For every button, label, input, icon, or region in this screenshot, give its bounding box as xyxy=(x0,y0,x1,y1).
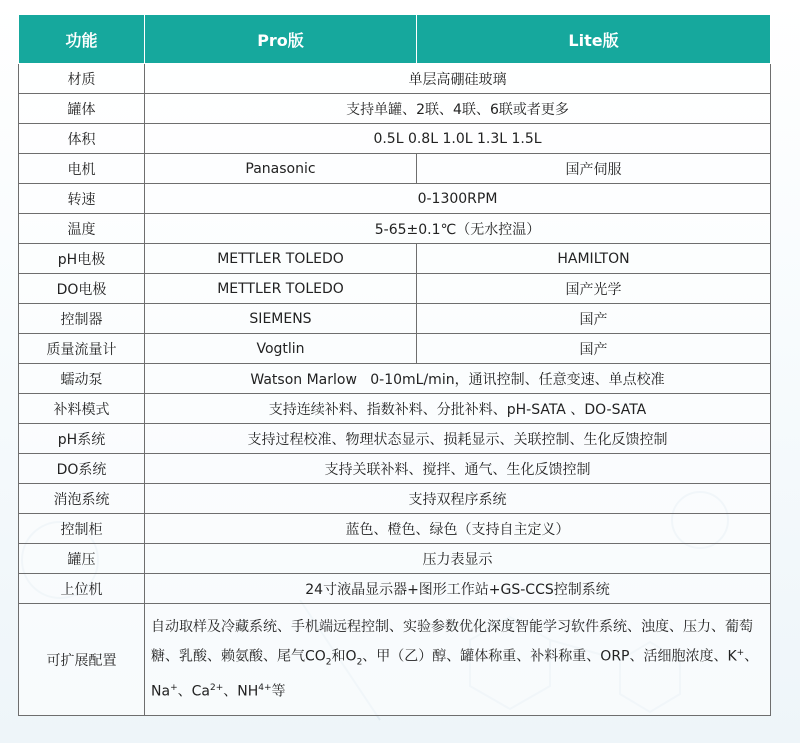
spec-table xyxy=(18,14,771,716)
table-row xyxy=(19,64,771,94)
row-label: pH系统 xyxy=(19,424,145,454)
table-row xyxy=(19,214,771,244)
row-label: pH电极 xyxy=(19,244,145,274)
ext-text: 、Ca xyxy=(177,684,210,701)
row-value: 支持连续补料、指数补料、分批补料、pH-SATA 、DO-SATA xyxy=(145,394,771,424)
row-label: 控制器 xyxy=(19,304,145,334)
row-pro-value: METTLER TOLEDO xyxy=(145,244,417,274)
row-label: DO电极 xyxy=(19,274,145,304)
table-row xyxy=(19,604,771,716)
row-lite-value: 国产光学 xyxy=(417,274,771,304)
row-label: 温度 xyxy=(19,214,145,244)
row-value: 5-65±0.1℃（无水控温） xyxy=(145,214,771,244)
table-row xyxy=(19,484,771,514)
row-value: Watson Marlow 0-10mL/min，通讯控制、任意变速、单点校准 xyxy=(145,364,771,394)
row-label: 可扩展配置 xyxy=(19,604,145,716)
row-label: 材质 xyxy=(19,64,145,94)
row-value: 支持单罐、2联、4联、6联或者更多 xyxy=(145,94,771,124)
ext-sup: + xyxy=(736,647,745,658)
row-value: 压力表显示 xyxy=(145,544,771,574)
header-feature: 功能 xyxy=(19,15,145,64)
table-row xyxy=(19,94,771,124)
header-pro: Pro版 xyxy=(145,15,417,64)
table-row xyxy=(19,274,771,304)
row-label: 体积 xyxy=(19,124,145,154)
table-row xyxy=(19,334,771,364)
row-label: 消泡系统 xyxy=(19,484,145,514)
table-row xyxy=(19,394,771,424)
header-lite: Lite版 xyxy=(417,15,771,64)
row-value: 支持关联补料、搅拌、通气、生化反馈控制 xyxy=(145,454,771,484)
table-header-row xyxy=(19,15,771,64)
row-label: 转速 xyxy=(19,184,145,214)
row-label: 控制柜 xyxy=(19,514,145,544)
table-row xyxy=(19,424,771,454)
row-pro-value: SIEMENS xyxy=(145,304,417,334)
table-row xyxy=(19,514,771,544)
table-row xyxy=(19,304,771,334)
table-row xyxy=(19,244,771,274)
row-pro-value: METTLER TOLEDO xyxy=(145,274,417,304)
row-lite-value: 国产 xyxy=(417,334,771,364)
row-pro-value: Panasonic xyxy=(145,154,417,184)
row-label: 上位机 xyxy=(19,574,145,604)
ext-text: 和O xyxy=(331,648,357,665)
ext-text: 、甲（乙）醇、罐体称重、补料称重、ORP、活细胞浓度、K xyxy=(362,648,737,665)
table-row xyxy=(19,544,771,574)
row-label: 补料模式 xyxy=(19,394,145,424)
table-row xyxy=(19,154,771,184)
ext-sub: 2 xyxy=(325,657,332,668)
row-value: 蓝色、橙色、绿色（支持自主定义） xyxy=(145,514,771,544)
ext-sub: 2 xyxy=(356,657,363,668)
table-row xyxy=(19,574,771,604)
row-value: 支持双程序系统 xyxy=(145,484,771,514)
ext-text: 、NH xyxy=(223,684,259,701)
row-value: 支持过程校准、物理状态显示、损耗显示、关联控制、生化反馈控制 xyxy=(145,424,771,454)
row-value: 0-1300RPM xyxy=(145,184,771,214)
table-row xyxy=(19,364,771,394)
ext-text: 、Na xyxy=(151,648,759,701)
row-label: DO系统 xyxy=(19,454,145,484)
row-value: 0.5L 0.8L 1.0L 1.3L 1.5L xyxy=(145,124,771,154)
table-row xyxy=(19,454,771,484)
ext-sup: 4+ xyxy=(258,683,272,694)
table-row xyxy=(19,184,771,214)
row-label: 蠕动泵 xyxy=(19,364,145,394)
row-value: 单层高硼硅玻璃 xyxy=(145,64,771,94)
row-pro-value: Vogtlin xyxy=(145,334,417,364)
ext-text: 等 xyxy=(271,684,286,701)
row-label: 质量流量计 xyxy=(19,334,145,364)
row-value: 24寸液晶显示器+图形工作站+GS-CCS控制系统 xyxy=(145,574,771,604)
table-row xyxy=(19,124,771,154)
row-label: 罐压 xyxy=(19,544,145,574)
row-label: 电机 xyxy=(19,154,145,184)
row-lite-value: 国产伺服 xyxy=(417,154,771,184)
ext-text: 自动取样及冷藏系统、手机端远程控制、实验参数优化深度智能学习软件系统、浊度、压力、葡萄糖、乳酸、赖氨酸、尾气CO xyxy=(151,618,753,665)
ext-sup: + xyxy=(170,683,178,694)
row-lite-value: 国产 xyxy=(417,304,771,334)
ext-sup: 2+ xyxy=(209,683,224,694)
row-lite-value: HAMILTON xyxy=(417,244,771,274)
row-label: 罐体 xyxy=(19,94,145,124)
extension-value xyxy=(145,604,771,716)
